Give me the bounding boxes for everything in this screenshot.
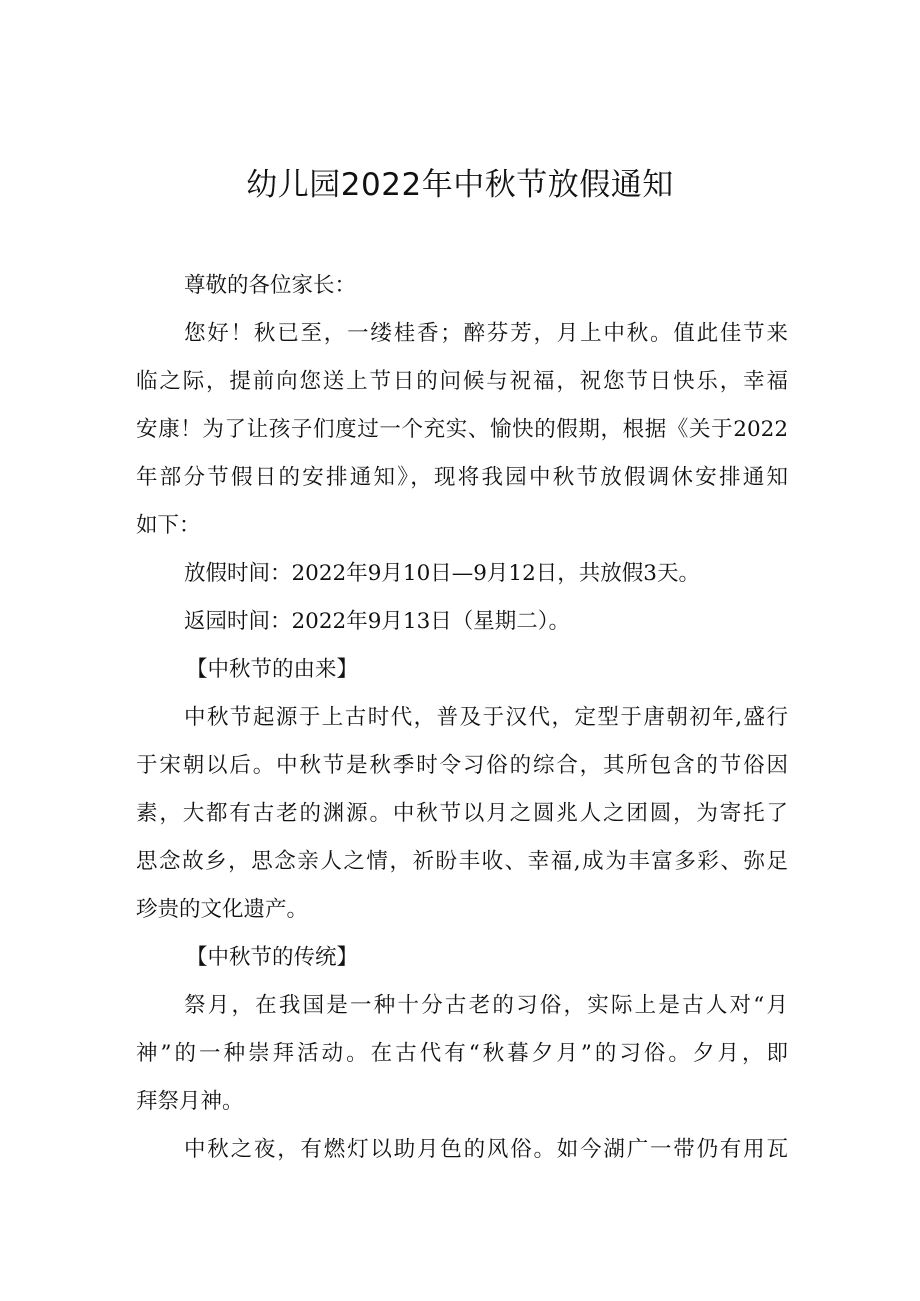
paragraph-line: 素，大都有古老的渊源。中秋节以月之圆兆人之团圆，为寄托了 [136, 801, 788, 826]
document-title: 幼儿园2022年中秋节放假通知 [246, 167, 674, 203]
paragraph-line: 神”的一种崇拜活动。在古代有“秋暮夕月”的习俗。夕月，即 [136, 1041, 788, 1066]
section-heading-origin: 【中秋节的由来】 [186, 657, 359, 682]
paragraph-line: 安康！为了让孩子们度过一个充实、愉快的假期，根据《关于2022 [136, 417, 788, 442]
paragraph-line: 祭月，在我国是一种十分古老的习俗，实际上是古人对“月 [184, 993, 788, 1018]
paragraph-line: 拜祭月神。 [136, 1089, 244, 1114]
holiday-time-line: 放假时间：2022年9月10日—9月12日，共放假3天。 [184, 561, 700, 586]
salutation-line: 尊敬的各位家长： [184, 273, 357, 298]
paragraph-line: 思念故乡，思念亲人之情，祈盼丰收、幸福,成为丰富多彩、弥足 [136, 849, 788, 874]
paragraph-line: 临之际，提前向您送上节日的问候与祝福，祝您节日快乐，幸福 [136, 369, 788, 394]
paragraph-line: 如下： [136, 513, 201, 538]
paragraph-line: 珍贵的文化遗产。 [136, 897, 309, 922]
paragraph-line: 于宋朝以后。中秋节是秋季时令习俗的综合，其所包含的节俗因 [136, 753, 788, 778]
paragraph-line: 中秋节起源于上古时代，普及于汉代，定型于唐朝初年,盛行 [184, 705, 788, 730]
paragraph-line: 您好！秋已至，一缕桂香；醉芬芳，月上中秋。值此佳节来 [184, 321, 788, 346]
document-body [136, 262, 788, 1174]
paragraph-line: 中秋之夜，有燃灯以助月色的风俗。如今湖广一带仍有用瓦 [184, 1137, 788, 1162]
section-heading-tradition: 【中秋节的传统】 [186, 945, 359, 970]
paragraph-line: 年部分节假日的安排通知》，现将我园中秋节放假调休安排通知 [136, 465, 788, 490]
return-time-line: 返园时间：2022年9月13日（星期二）。 [184, 609, 571, 634]
